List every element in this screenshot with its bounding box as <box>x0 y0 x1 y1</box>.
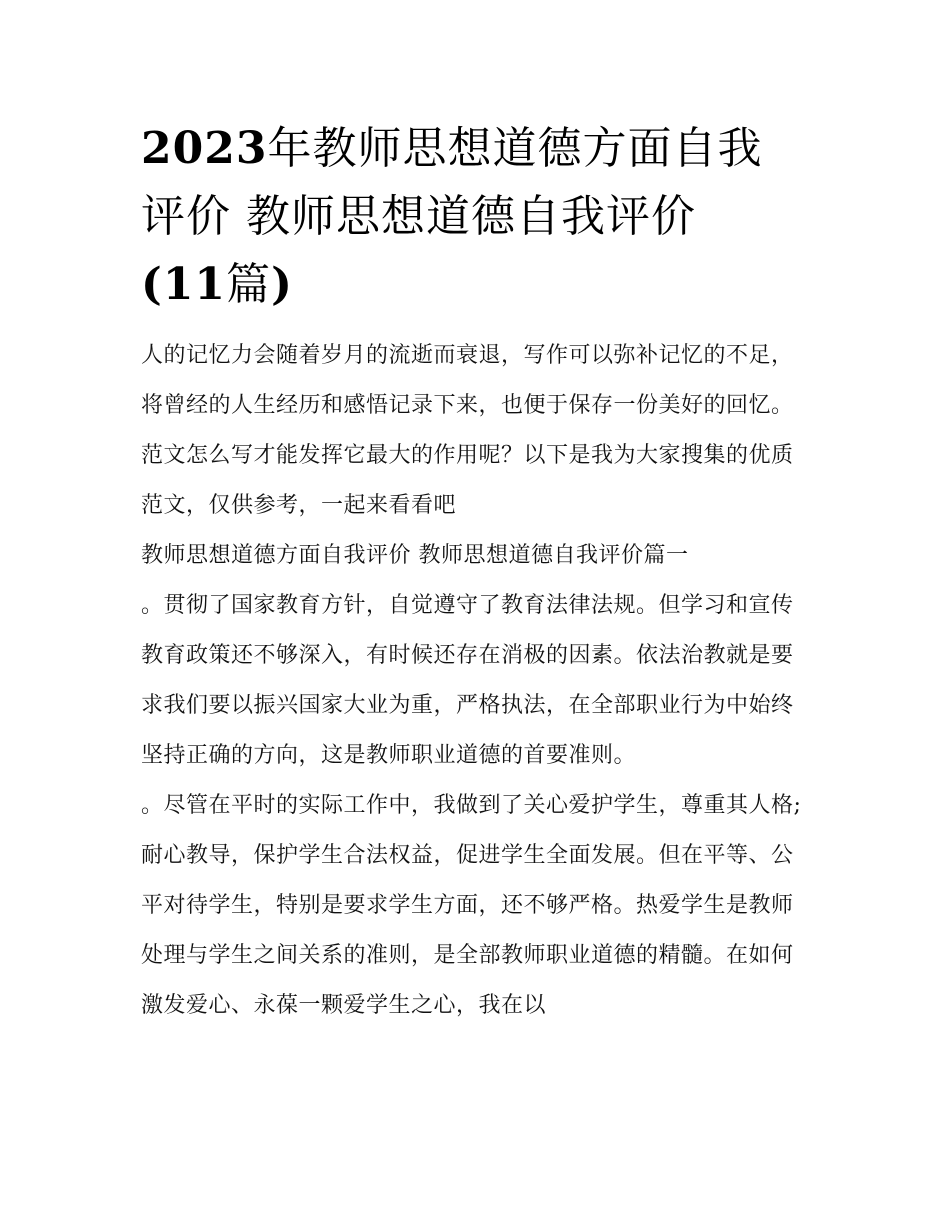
body-paragraph: 。尽管在平时的实际工作中，我做到了关心爱护学生，尊重其人格;耐心教导，保护学生合法权益，促进学生全面发展。但在平等、公平对待学生，特别是要求学生方面，还不够严格。热爱学生是教师处理与学生之间关系的准则，是全部教师职业道德的精髓。在如何激发爱心、永葆一颗爱学生之心，我在以 <box>141 793 802 1018</box>
section-heading: 教师思想道德方面自我评价 教师思想道德自我评价篇一 <box>141 543 689 568</box>
title-line1-rest: 年教师思想道德方面自我 <box>267 123 763 174</box>
title-year: 2023 <box>141 123 268 174</box>
document-body <box>141 331 813 1031</box>
title-count-close: ) <box>271 259 293 310</box>
intro-paragraph: 人的记忆力会随着岁月的流逝而衰退，写作可以弥补记忆的不足，将曾经的人生经历和感悟记录下来，也便于保存一份美好的回忆。范文怎么写才能发挥它最大的作用呢？以下是我为大家搜集的优质范文，仅供参考，一起来看看吧 <box>141 343 794 518</box>
title-count-word: 篇 <box>226 259 272 310</box>
document-title <box>141 115 813 319</box>
title-count-open: (11 <box>141 259 227 310</box>
body-paragraph: 。贯彻了国家教育方针，自觉遵守了教育法律法规。但学习和宣传教育政策还不够深入，有时候还存在消极的因素。依法治教就是要求我们要以振兴国家大业为重，严格执法，在全部职业行为中始终坚持正确的方向，这是教师职业道德的首要准则。 <box>141 593 794 768</box>
title-line2: 评价 教师思想道德自我评价 <box>141 191 696 242</box>
document-page <box>141 115 813 1031</box>
